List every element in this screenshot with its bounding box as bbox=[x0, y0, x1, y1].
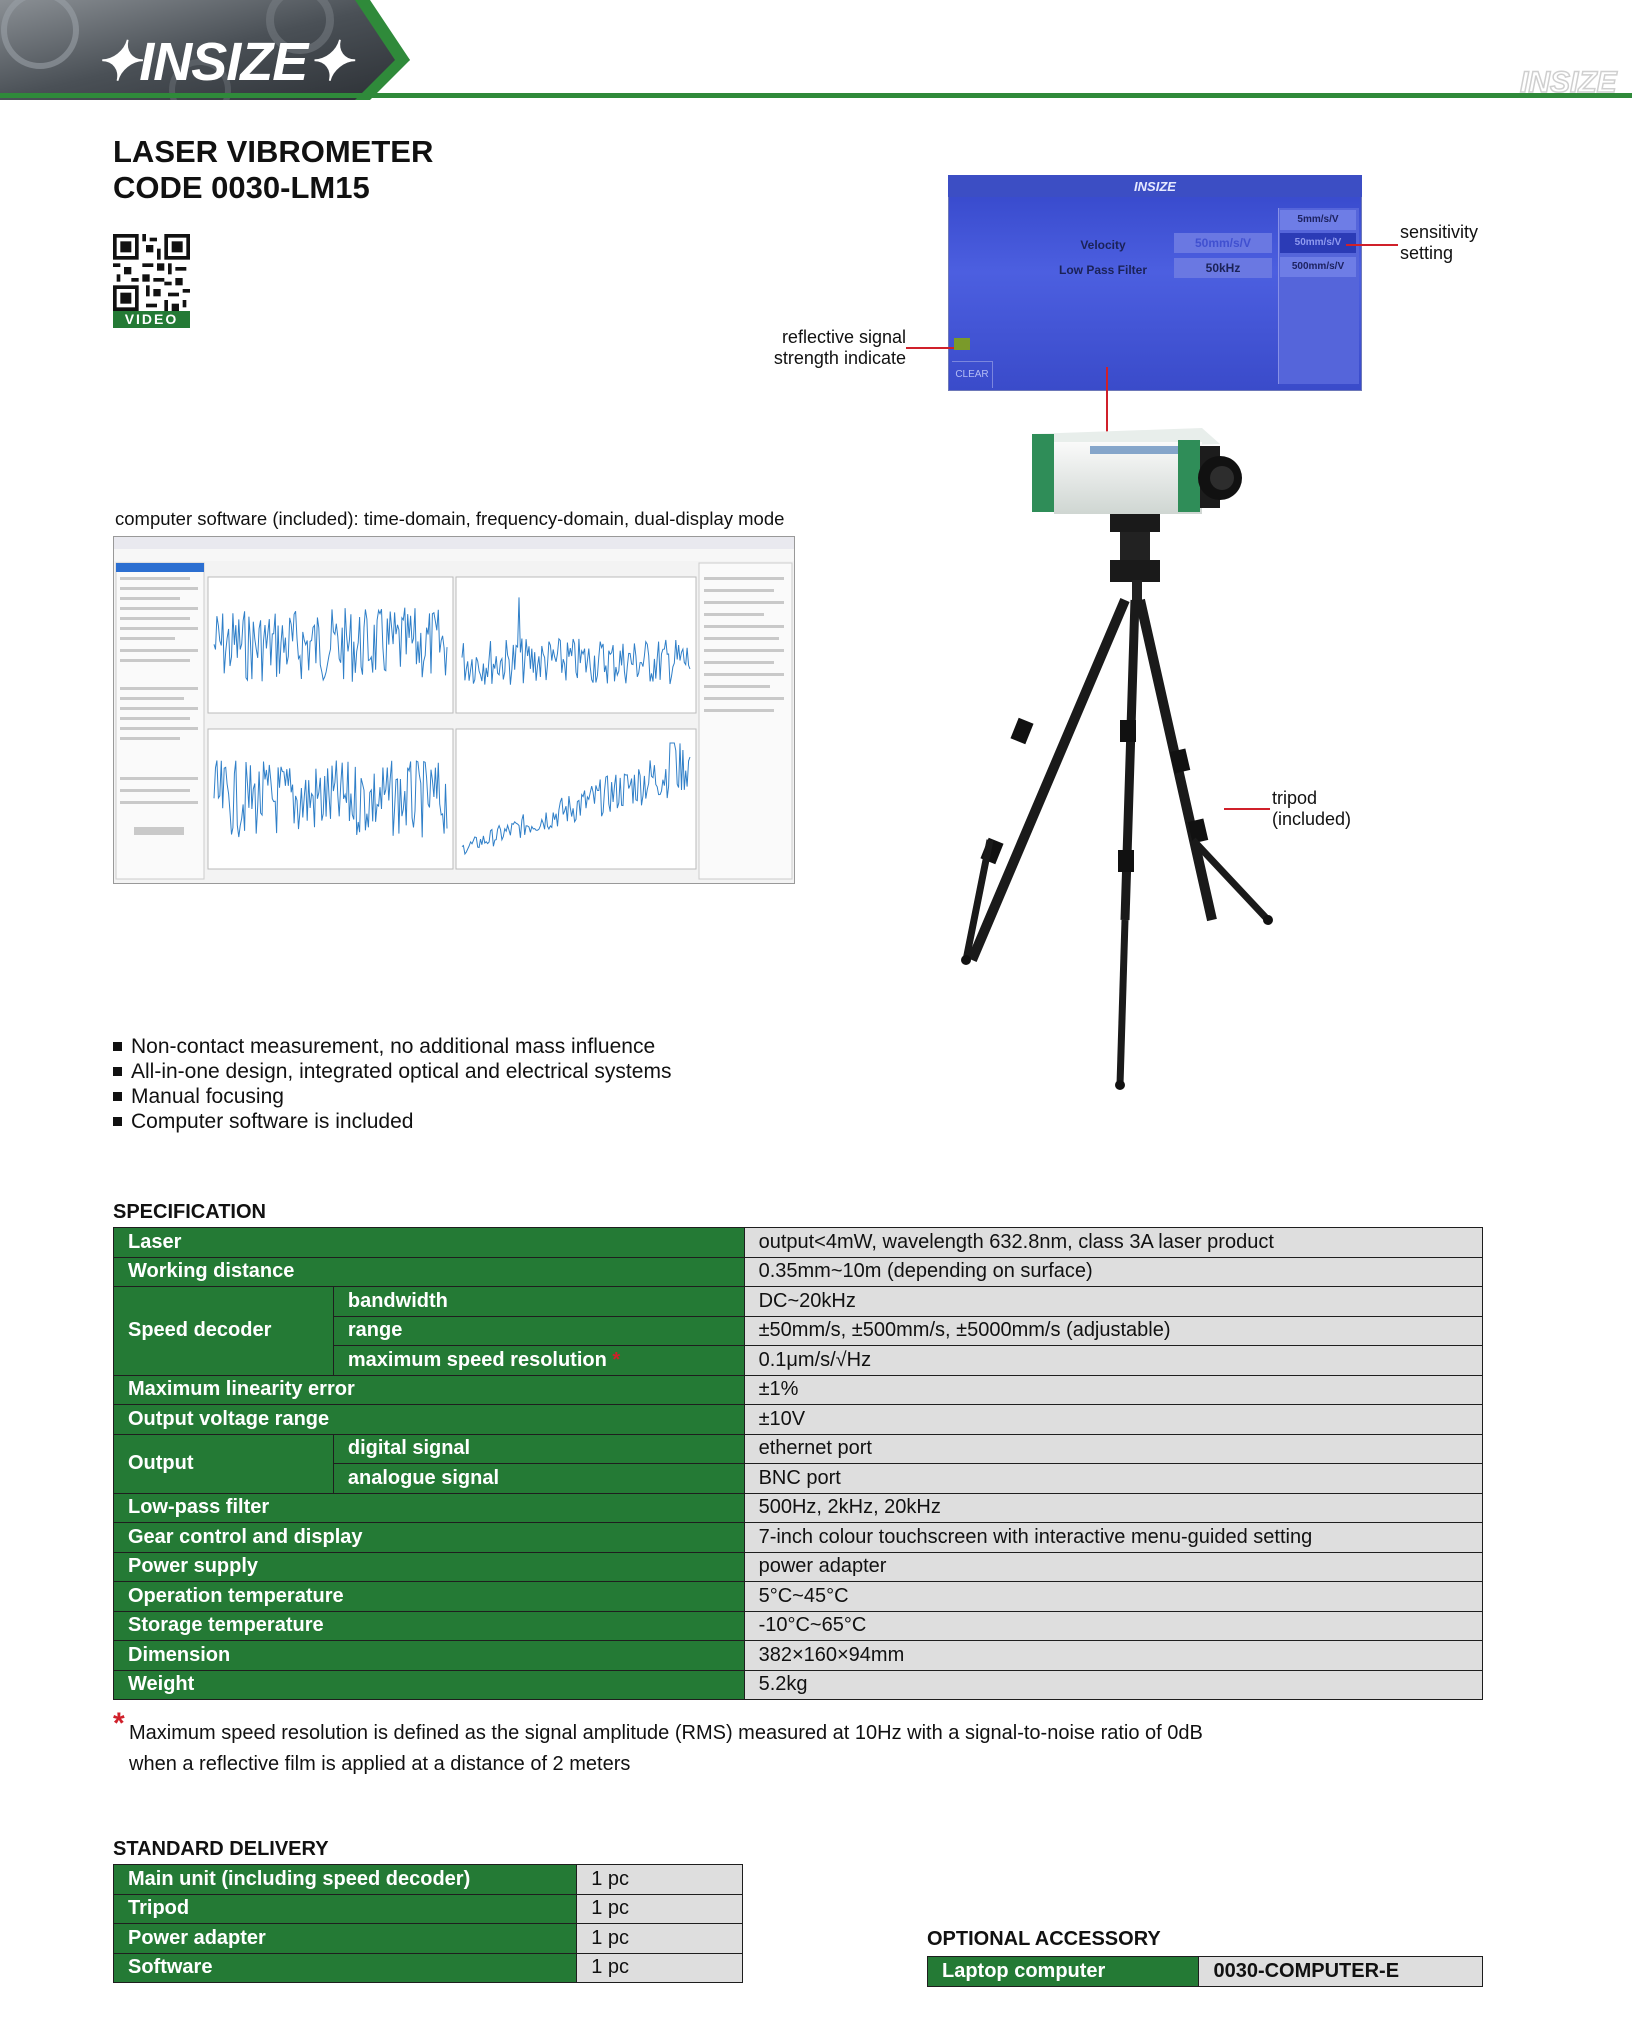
table-cell: 1 pc bbox=[577, 1894, 743, 1924]
product-title: LASER VIBROMETER bbox=[113, 134, 434, 169]
qr-code[interactable] bbox=[113, 234, 190, 328]
table-cell: Laser bbox=[114, 1228, 745, 1258]
screen-velocity-label: Velocity bbox=[1080, 238, 1126, 252]
feature-item: Non-contact measurement, no additional mass influence bbox=[113, 1034, 671, 1059]
table-cell: Power supply bbox=[114, 1552, 745, 1582]
table-cell: Laptop computer bbox=[928, 1957, 1199, 1987]
plot-panel bbox=[456, 577, 696, 713]
table-cell: analogue signal bbox=[333, 1464, 744, 1494]
feature-item: All-in-one design, integrated optical and electrical systems bbox=[113, 1059, 671, 1084]
table-cell: 5°C~45°C bbox=[744, 1582, 1482, 1612]
table-cell: Maximum linearity error bbox=[114, 1375, 745, 1405]
table-cell: 5.2kg bbox=[744, 1670, 1482, 1700]
table-cell: 0.35mm~10m (depending on surface) bbox=[744, 1257, 1482, 1287]
table-row bbox=[114, 1552, 1483, 1582]
sensitivity-annotation: sensitivity setting bbox=[1400, 222, 1479, 263]
feature-item: Computer software is included bbox=[113, 1109, 671, 1134]
table-row bbox=[114, 1405, 1483, 1435]
footnote-line: Maximum speed resolution is defined as the signal amplitude (RMS) measured at 10Hz with a signal-to-noise ratio of 0dB bbox=[129, 1722, 1203, 1744]
insize-logo: ✦INSIZE✦ bbox=[95, 32, 352, 92]
table-row bbox=[114, 1865, 743, 1895]
table-cell: ethernet port bbox=[744, 1434, 1482, 1464]
table-cell: 7-inch colour touchscreen with interactive menu-guided setting bbox=[744, 1523, 1482, 1553]
table-row bbox=[114, 1894, 743, 1924]
tripod-leader-line bbox=[1224, 808, 1270, 810]
table-cell: ±1% bbox=[744, 1375, 1482, 1405]
table-row bbox=[114, 1287, 1483, 1317]
table-cell: 1 pc bbox=[577, 1953, 743, 1983]
table-row bbox=[114, 1641, 1483, 1671]
table-cell: Weight bbox=[114, 1670, 745, 1700]
table-cell: Speed decoder bbox=[114, 1287, 334, 1376]
table-cell: 1 pc bbox=[577, 1865, 743, 1895]
table-cell: 1 pc bbox=[577, 1924, 743, 1954]
tripod-annotation: tripod (included) bbox=[1272, 788, 1352, 829]
table-cell: 0.1μm/s/√Hz bbox=[744, 1346, 1482, 1376]
screen-filter-label: Low Pass Filter bbox=[1058, 263, 1148, 277]
sensitivity-leader-line bbox=[1346, 244, 1398, 246]
table-cell: Main unit (including speed decoder) bbox=[114, 1865, 577, 1895]
table-cell: 382×160×94mm bbox=[744, 1641, 1482, 1671]
software-screenshot bbox=[113, 536, 795, 884]
reflective-annotation: reflective signal strength indicate bbox=[773, 327, 906, 368]
table-row bbox=[114, 1953, 743, 1983]
table-row bbox=[114, 1375, 1483, 1405]
optional-table bbox=[927, 1956, 1483, 1987]
feature-item: Manual focusing bbox=[113, 1084, 671, 1109]
table-row bbox=[114, 1228, 1483, 1258]
table-row bbox=[114, 1924, 743, 1954]
insize-logo-small: INSIZE bbox=[1520, 66, 1617, 99]
screen-brand-logo: INSIZE bbox=[1134, 179, 1176, 194]
screen-velocity-value[interactable]: 50mm/s/V bbox=[1174, 233, 1272, 253]
table-cell: Operation temperature bbox=[114, 1582, 745, 1612]
screen-option-50mm[interactable]: 50mm/s/V bbox=[1280, 233, 1356, 253]
feature-list bbox=[113, 1034, 671, 1134]
table-row bbox=[928, 1957, 1483, 1987]
table-row bbox=[114, 1611, 1483, 1641]
software-caption: computer software (included): time-domain, frequency-domain, dual-display mode bbox=[115, 508, 785, 529]
optional-heading: OPTIONAL ACCESSORY bbox=[927, 1928, 1161, 1950]
table-cell: 0030-COMPUTER-E bbox=[1199, 1957, 1483, 1987]
table-cell: Output bbox=[114, 1434, 334, 1493]
screen-option-5mm[interactable]: 5mm/s/V bbox=[1280, 210, 1356, 230]
reflective-leader-line bbox=[906, 347, 954, 349]
table-cell: range bbox=[333, 1316, 744, 1346]
table-cell: Dimension bbox=[114, 1641, 745, 1671]
delivery-table bbox=[113, 1864, 743, 1983]
table-cell: ±50mm/s, ±500mm/s, ±5000mm/s (adjustable) bbox=[744, 1316, 1482, 1346]
footnote bbox=[113, 1707, 1203, 1780]
table-cell: Working distance bbox=[114, 1257, 745, 1287]
table-cell: DC~20kHz bbox=[744, 1287, 1482, 1317]
table-cell: output<4mW, wavelength 632.8nm, class 3A laser product bbox=[744, 1228, 1482, 1258]
delivery-heading: STANDARD DELIVERY bbox=[113, 1838, 329, 1860]
table-cell: maximum speed resolution * bbox=[333, 1346, 744, 1376]
qr-video-label: VIDEO bbox=[113, 311, 190, 328]
table-row bbox=[114, 1523, 1483, 1553]
table-cell: BNC port bbox=[744, 1464, 1482, 1494]
table-cell: Software bbox=[114, 1953, 577, 1983]
spec-table bbox=[113, 1227, 1483, 1700]
spec-heading: SPECIFICATION bbox=[113, 1201, 266, 1223]
table-cell: ±10V bbox=[744, 1405, 1482, 1435]
table-row bbox=[114, 1257, 1483, 1287]
table-cell: bandwidth bbox=[333, 1287, 744, 1317]
signal-strength-indicator bbox=[954, 338, 970, 350]
product-code: CODE 0030-LM15 bbox=[113, 170, 370, 205]
table-cell: Low-pass filter bbox=[114, 1493, 745, 1523]
screen-clear-button[interactable]: CLEAR bbox=[952, 361, 993, 388]
footnote-star: * bbox=[113, 1707, 125, 1740]
vibrometer-on-tripod bbox=[950, 420, 1310, 1100]
table-row bbox=[114, 1670, 1483, 1700]
table-cell: Output voltage range bbox=[114, 1405, 745, 1435]
table-cell: power adapter bbox=[744, 1552, 1482, 1582]
table-cell: Tripod bbox=[114, 1894, 577, 1924]
device-touchscreen bbox=[948, 175, 1362, 391]
footnote-line: when a reflective film is applied at a distance of 2 meters bbox=[129, 1753, 631, 1775]
table-cell: digital signal bbox=[333, 1434, 744, 1464]
table-cell: -10°C~65°C bbox=[744, 1611, 1482, 1641]
table-cell: 500Hz, 2kHz, 20kHz bbox=[744, 1493, 1482, 1523]
table-row bbox=[114, 1582, 1483, 1612]
table-cell: Power adapter bbox=[114, 1924, 577, 1954]
header-rule bbox=[0, 93, 1632, 98]
table-row bbox=[114, 1493, 1483, 1523]
table-cell: Gear control and display bbox=[114, 1523, 745, 1553]
table-row bbox=[114, 1434, 1483, 1464]
screen-option-500mm[interactable]: 500mm/s/V bbox=[1280, 257, 1356, 277]
plot-panel bbox=[456, 729, 696, 869]
table-cell: Storage temperature bbox=[114, 1611, 745, 1641]
screen-filter-value[interactable]: 50kHz bbox=[1174, 258, 1272, 278]
